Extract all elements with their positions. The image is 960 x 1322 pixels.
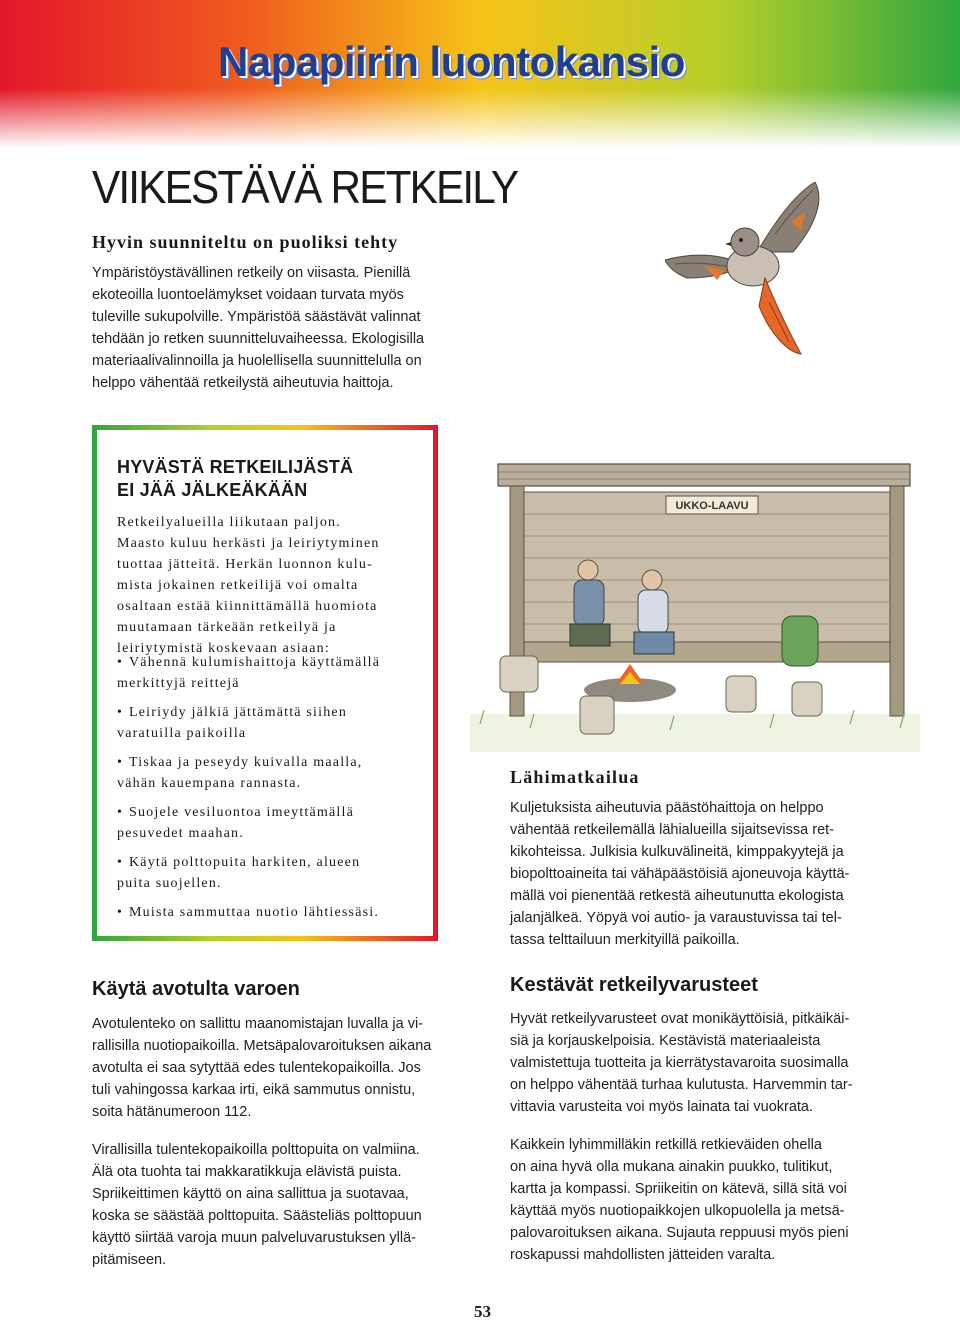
lean-to-shelter-illustration: [470, 452, 920, 752]
text-line: vittavia varusteita voi myös lainata tai vuokrata.: [510, 1099, 814, 1115]
text-line: pitämiseen.: [92, 1252, 167, 1268]
text-line: valmistettuja tuotteita ja kierrätystavaroita suosimalla: [510, 1055, 849, 1071]
lahimatkailu-heading: Lähimatkailua: [510, 767, 640, 787]
list-item: [117, 752, 433, 794]
text-line: materiaalivalinnoilla ja huolellisella suunnittelulla on: [92, 353, 422, 369]
list-item-text: Vähennä kulumishaittoja käyttämällä: [129, 655, 381, 670]
avotuli-paragraph-1: [92, 1013, 477, 1123]
text-line: tehdään jo retken suunnitteluvaiheessa. Ekologisilla: [92, 331, 425, 347]
list-item-text: Leiriydy jälkiä jättämättä siihen: [129, 705, 348, 720]
text-line: kartta ja kompassi. Spriikeitin on kätevä, sillä sitä voi: [510, 1181, 847, 1197]
varusteet-paragraph-1: [510, 1008, 895, 1118]
bullet-icon: •: [117, 705, 124, 720]
tips-box-heading: [117, 456, 353, 502]
text-line: roskapussi mahdollisten jätteiden varalta.: [510, 1247, 776, 1263]
text-line: mällä voi pienentää retkestä aiheutunutta ekologista: [510, 888, 844, 904]
text-line: siä ja korjauskelpoisia. Kestävistä materiaaleista: [510, 1033, 821, 1049]
text-line: jalanjälkeä. Yöpyä voi autio- ja varaustuvissa tai tel-: [510, 910, 842, 926]
text-line: Maasto kuluu herkästi ja leiriytyminen: [117, 536, 380, 551]
list-item-text: vähän kauempana rannasta.: [117, 776, 302, 791]
list-item: [117, 852, 433, 894]
tips-list: [117, 652, 433, 931]
list-item: [117, 702, 433, 744]
text-line: Kuljetuksista aiheutuvia päästöhaittoja on helppo: [510, 800, 824, 816]
list-item: [117, 902, 433, 923]
text-line: tuli vahingossa karkaa irti, eikä sammutus onnistu,: [92, 1082, 416, 1098]
text-line: tuleville sukupolville. Ympäristöä säästävät valinnat: [92, 309, 421, 325]
page-title: VIIKESTÄVÄ RETKEILY: [92, 161, 518, 213]
bullet-icon: •: [117, 855, 124, 870]
text-line: Virallisilla tulentekopaikoilla polttopuita on valmiina.: [92, 1142, 420, 1158]
text-line: Retkeilyalueilla liikutaan paljon.: [117, 515, 341, 530]
lahimatkailu-paragraph: [510, 797, 895, 951]
avotuli-heading: Käytä avotulta varoen: [92, 978, 300, 1000]
text-line: Kaikkein lyhimmilläkin retkillä retkieväiden ohella: [510, 1137, 822, 1153]
heading-line: HYVÄSTÄ RETKEILIJÄSTÄ: [117, 457, 354, 477]
list-item-text: varatuilla paikoilla: [117, 726, 247, 741]
text-line: osaltaan estää kiinnittämällä huomiota: [117, 599, 378, 614]
text-line: käyttö siirtää varoja muun palveluvarustuksen yllä-: [92, 1230, 416, 1246]
list-item-text: Tiskaa ja peseydy kuivalla maalla,: [129, 755, 363, 770]
text-line: palovaroituksen aikana. Sujauta reppuusi myös pieni: [510, 1225, 849, 1241]
text-line: soita hätänumeroon 112.: [92, 1104, 252, 1120]
list-item: [117, 802, 433, 844]
text-line: käyttää myös nuotiopaikkojen ulkopuolella ja metsä-: [510, 1203, 845, 1219]
text-line: koska se säästää polttopuita. Säästeliäs polttopuun: [92, 1208, 422, 1224]
text-line: tassa telttailuun merkityillä paikoilla.: [510, 932, 740, 948]
avotuli-paragraph-2: [92, 1139, 477, 1271]
list-item: [117, 652, 433, 694]
text-line: Hyvät retkeilyvarusteet ovat monikäyttöisiä, pitkäikäi-: [510, 1011, 850, 1027]
text-line: kikohteissa. Julkisia kulkuvälineitä, kimppakyytejä ja: [510, 844, 844, 860]
varusteet-heading: Kestävät retkeilyvarusteet: [510, 974, 758, 996]
text-line: biopolttoaineita tai vähäpäästöisiä ajoneuvoja käyttä-: [510, 866, 850, 882]
text-line: muutamaan tärkeään retkeilyä ja: [117, 620, 337, 635]
page-number: 53: [474, 1302, 491, 1321]
text-line: rallisilla nuotiopaikoilla. Metsäpalovaroituksen aikana: [92, 1038, 432, 1054]
text-line: Spriikeittimen käyttö on aina sallittua ja suotavaa,: [92, 1186, 409, 1202]
text-line: Älä ota tuohta tai makkaratikkuja elävistä puista.: [92, 1164, 402, 1180]
brand-title: Napapiirin luontokansio: [218, 38, 685, 85]
text-line: vähentää retkeilemällä lähialueilla sijaitsevissa ret-: [510, 822, 834, 838]
varusteet-paragraph-2: [510, 1134, 895, 1266]
text-line: on aina hyvä olla mukana ainakin puukko, tulitikut,: [510, 1159, 833, 1175]
heading-line: EI JÄÄ JÄLKEÄKÄÄN: [117, 480, 308, 500]
text-line: on helppo vähentää turhaa kulutusta. Harvemmin tar-: [510, 1077, 853, 1093]
text-line: tuottaa jätteitä. Herkän luonnon kulu-: [117, 557, 373, 572]
bullet-icon: •: [117, 655, 124, 670]
text-line: ekoteoilla luontoelämykset voidaan turvata myös: [92, 287, 404, 303]
text-line: avotulta ei saa sytyttää edes tulentekopaikoilla. Jos: [92, 1060, 421, 1076]
list-item-text: Muista sammuttaa nuotio lähtiessäsi.: [129, 905, 380, 920]
bullet-icon: •: [117, 755, 124, 770]
shelter-sign: UKKO-LAAVU: [675, 500, 749, 512]
intro-paragraph: [92, 262, 482, 394]
tips-box: [92, 425, 438, 941]
intro-subheading: Hyvin suunniteltu on puoliksi tehty: [92, 232, 399, 252]
text-line: Avotulenteko on sallittu maanomistajan luvalla ja vi-: [92, 1016, 423, 1032]
list-item-text: puita suojellen.: [117, 876, 222, 891]
list-item-text: pesuvedet maahan.: [117, 826, 244, 841]
list-item-text: Suojele vesiluontoa imeyttämällä: [129, 805, 355, 820]
bullet-icon: •: [117, 905, 124, 920]
list-item-text: Käytä polttopuita harkiten, alueen: [129, 855, 361, 870]
tips-box-body: [117, 512, 427, 659]
text-line: Ympäristöystävällinen retkeily on viisasta. Pienillä: [92, 265, 411, 281]
text-line: mista jokainen retkeilijä voi omalta: [117, 578, 359, 593]
bird-illustration: [665, 182, 835, 362]
text-line: helppo vähentää retkeilystä aiheutuvia haittoja.: [92, 375, 394, 391]
list-item-text: merkittyjä reittejä: [117, 676, 240, 691]
bullet-icon: •: [117, 805, 124, 820]
text-line: leiriytymistä koskevaan asiaan:: [117, 641, 330, 656]
